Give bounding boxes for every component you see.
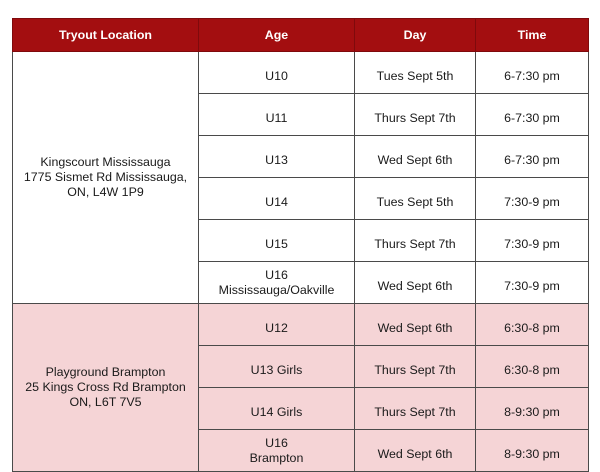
tryout-schedule-table [12, 18, 589, 472]
day-cell: Thurs Sept 7th [355, 220, 476, 262]
age-cell: U14 [199, 178, 355, 220]
location-address: 1775 Sismet Rd Mississauga, ON, L4W 1P9 [23, 170, 188, 199]
day-cell: Thurs Sept 7th [355, 346, 476, 388]
day-cell: Wed Sept 6th [355, 136, 476, 178]
time-cell: 6:30-8 pm [476, 304, 589, 346]
day-cell: Thurs Sept 7th [355, 388, 476, 430]
location-name: Kingscourt Mississauga [40, 155, 171, 169]
time-cell: 6:30-8 pm [476, 346, 589, 388]
day-cell: Thurs Sept 7th [355, 94, 476, 136]
day-cell: Wed Sept 6th [355, 430, 476, 472]
age-cell: U10 [199, 52, 355, 94]
time-cell: 6-7:30 pm [476, 94, 589, 136]
time-cell: 7:30-9 pm [476, 262, 589, 304]
table-header-row [13, 19, 589, 52]
age-cell [199, 262, 355, 304]
age-line-1: U16 [265, 435, 288, 450]
table-row [13, 304, 589, 346]
age-line-2: Mississauga/Oakville [218, 282, 335, 297]
age-line-1: U16 [265, 267, 288, 282]
header-age: Age [199, 19, 355, 52]
location-cell-kingscourt [13, 52, 199, 304]
age-cell: U13 Girls [199, 346, 355, 388]
time-cell: 8-9:30 pm [476, 388, 589, 430]
day-cell: Wed Sept 6th [355, 262, 476, 304]
age-cell [199, 430, 355, 472]
age-cell: U15 [199, 220, 355, 262]
location-address: 25 Kings Cross Rd Brampton ON, L6T 7V5 [25, 380, 186, 409]
age-line-2: Brampton [249, 450, 304, 465]
location-name: Playground Brampton [45, 365, 166, 379]
header-time: Time [476, 19, 589, 52]
table-row [13, 52, 589, 94]
time-cell: 6-7:30 pm [476, 136, 589, 178]
age-cell: U11 [199, 94, 355, 136]
time-cell: 6-7:30 pm [476, 52, 589, 94]
age-cell: U14 Girls [199, 388, 355, 430]
age-cell: U13 [199, 136, 355, 178]
location-cell-playground [13, 304, 199, 472]
day-cell: Tues Sept 5th [355, 52, 476, 94]
day-cell: Wed Sept 6th [355, 304, 476, 346]
age-cell: U12 [199, 304, 355, 346]
time-cell: 7:30-9 pm [476, 220, 589, 262]
time-cell: 7:30-9 pm [476, 178, 589, 220]
header-day: Day [355, 19, 476, 52]
time-cell: 8-9:30 pm [476, 430, 589, 472]
day-cell: Tues Sept 5th [355, 178, 476, 220]
header-tryout-location: Tryout Location [13, 19, 199, 52]
